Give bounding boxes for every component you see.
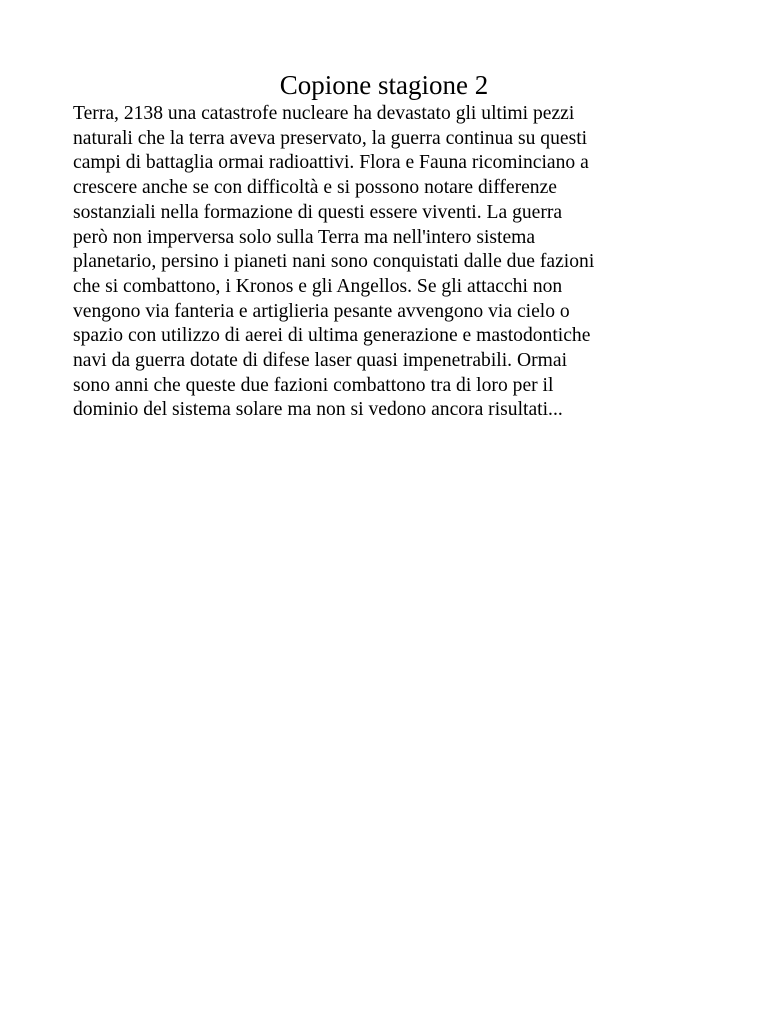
body-line: spazio con utilizzo di aerei di ultima generazione e mastodontiche xyxy=(73,325,591,347)
body-line: Terra, 2138 una catastrofe nucleare ha devastato gli ultimi pezzi xyxy=(73,103,575,124)
body-line: sostanziali nella formazione di questi essere viventi. La guerra xyxy=(73,201,563,223)
body-line: planetario, persino i pianeti nani sono conquistati dalle due fazioni xyxy=(73,251,595,273)
page-title: Copione stagione 2 xyxy=(279,70,489,100)
body-line: navi da guerra dotate di difese laser quasi impenetrabili. Ormai xyxy=(73,350,568,372)
body-line: crescere anche se con difficoltà e si possono notare differenze xyxy=(73,177,557,199)
body-line: naturali che la terra aveva preservato, la guerra continua su questi xyxy=(73,127,588,149)
body-line: che si combattono, i Kronos e gli Angellos. Se gli attacchi non xyxy=(73,275,563,297)
body-line: però non imperversa solo sulla Terra ma nell'intero sistema xyxy=(73,226,536,248)
body-paragraph xyxy=(73,102,713,423)
body-line: dominio del sistema solare ma non si vedono ancora risultati... xyxy=(73,399,563,421)
body-line: sono anni che queste due fazioni combattono tra di loro per il xyxy=(73,374,554,396)
body-line: vengono via fanteria e artiglieria pesante avvengono via cielo o xyxy=(73,300,570,322)
body-line: campi di battaglia ormai radioattivi. Flora e Fauna ricominciano a xyxy=(73,152,589,174)
